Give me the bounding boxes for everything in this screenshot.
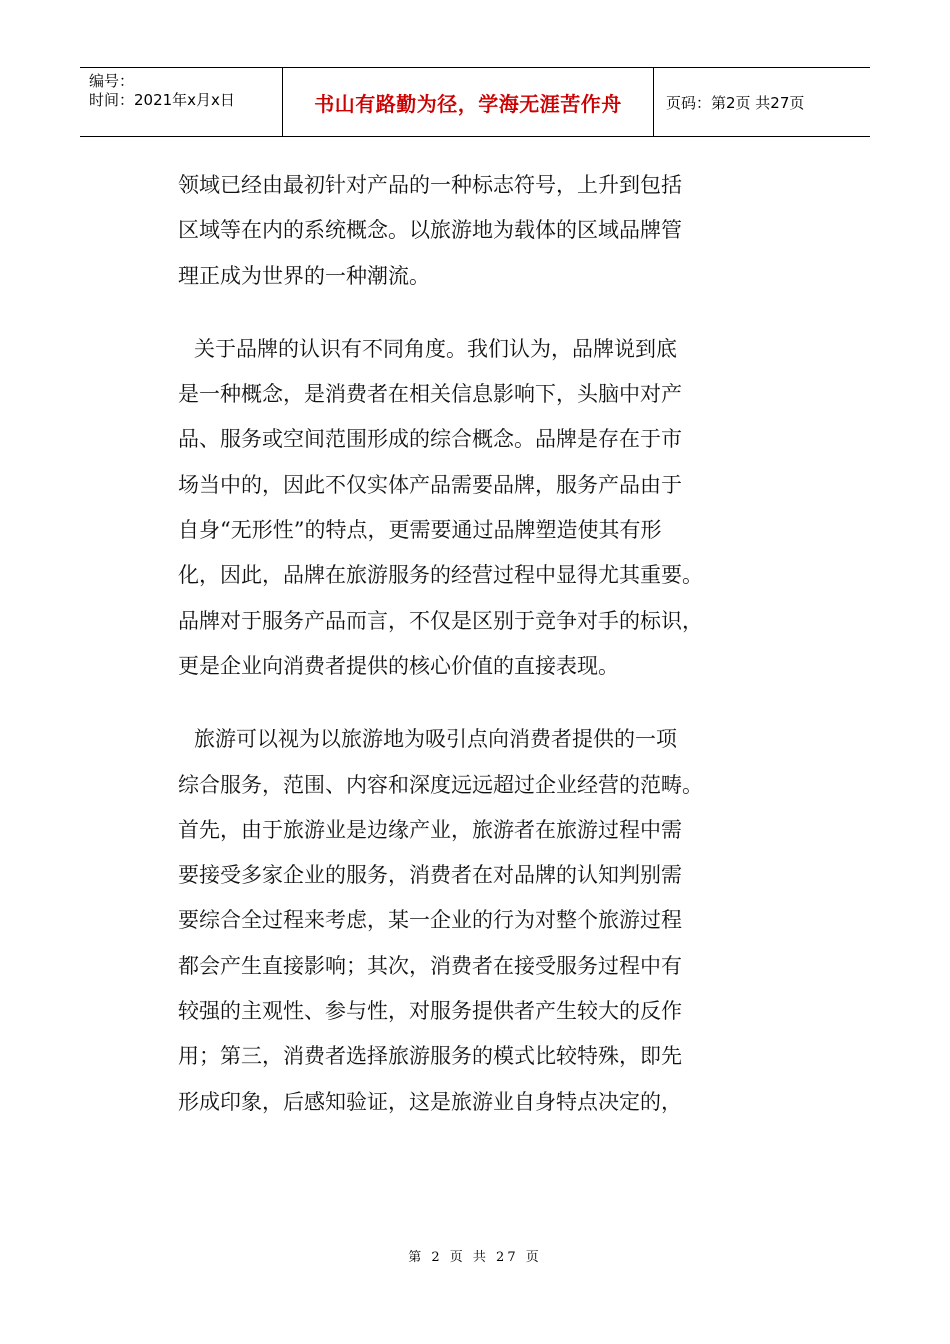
text-line: 区域等在内的系统概念。以旅游地为载体的区域品牌管 [178,218,682,243]
header-page-cell [654,68,870,136]
paragraph-1 [178,163,738,299]
document-header [80,67,870,137]
document-number-label: 编号： [89,72,135,90]
text-line: 要接受多家企业的服务，消费者在对品牌的认知判别需 [178,863,682,888]
text-line: 较强的主观性、参与性，对服务提供者产生较大的反作 [178,999,682,1024]
text-line: 化，因此，品牌在旅游服务的经营过程中显得尤其重要。 [178,563,703,588]
text-line: 领域已经由最初针对产品的一种标志符号，上升到包括 [178,173,682,197]
header-motto-cell [283,68,654,136]
paragraph-3 [178,717,738,1125]
text-line: 要综合全过程来考虑，某一企业的行为对整个旅游过程 [178,908,682,933]
text-line: 用；第三，消费者选择旅游服务的模式比较特殊，即先 [178,1044,682,1069]
text-line: 都会产生直接影响；其次，消费者在接受服务过程中有 [178,953,682,978]
text-line: 形成印象，后感知验证，这是旅游业自身特点决定的， [178,1089,682,1114]
text-line: 旅游可以视为以旅游地为吸引点向消费者提供的一项 [194,727,677,752]
text-line: 首先，由于旅游业是边缘产业，旅游者在旅游过程中需 [178,817,682,842]
text-line: 自身“无形性”的特点，更需要通过品牌塑造使其有形 [178,518,662,543]
header-page-info: 页码：第2页 共27页 [666,93,805,112]
text-line: 品、服务或空间范围形成的综合概念。品牌是存在于市 [178,427,682,452]
page-footer: 第 2 页 共 27 页 [408,1250,542,1265]
text-line: 理正成为世界的一种潮流。 [178,263,430,288]
text-line: 是一种概念，是消费者在相关信息影响下，头脑中对产 [178,382,682,407]
text-line: 关于品牌的认识有不同角度。我们认为，品牌说到底 [194,336,677,361]
header-meta-cell [80,68,283,136]
paragraph-2 [178,327,738,689]
text-line: 场当中的，因此不仅实体产品需要品牌，服务产品由于 [178,472,682,497]
text-line: 综合服务，范围、内容和深度远远超过企业经营的范畴。 [178,772,703,797]
text-line: 品牌对于服务产品而言，不仅是区别于竞争对手的标识， [178,608,703,633]
document-body [178,163,738,1153]
document-time-label: 时间：2021年x月x日 [89,91,235,109]
text-line: 更是企业向消费者提供的核心价值的直接表现。 [178,653,619,678]
header-motto: 书山有路勤为径，学海无涯苦作舟 [314,91,622,116]
